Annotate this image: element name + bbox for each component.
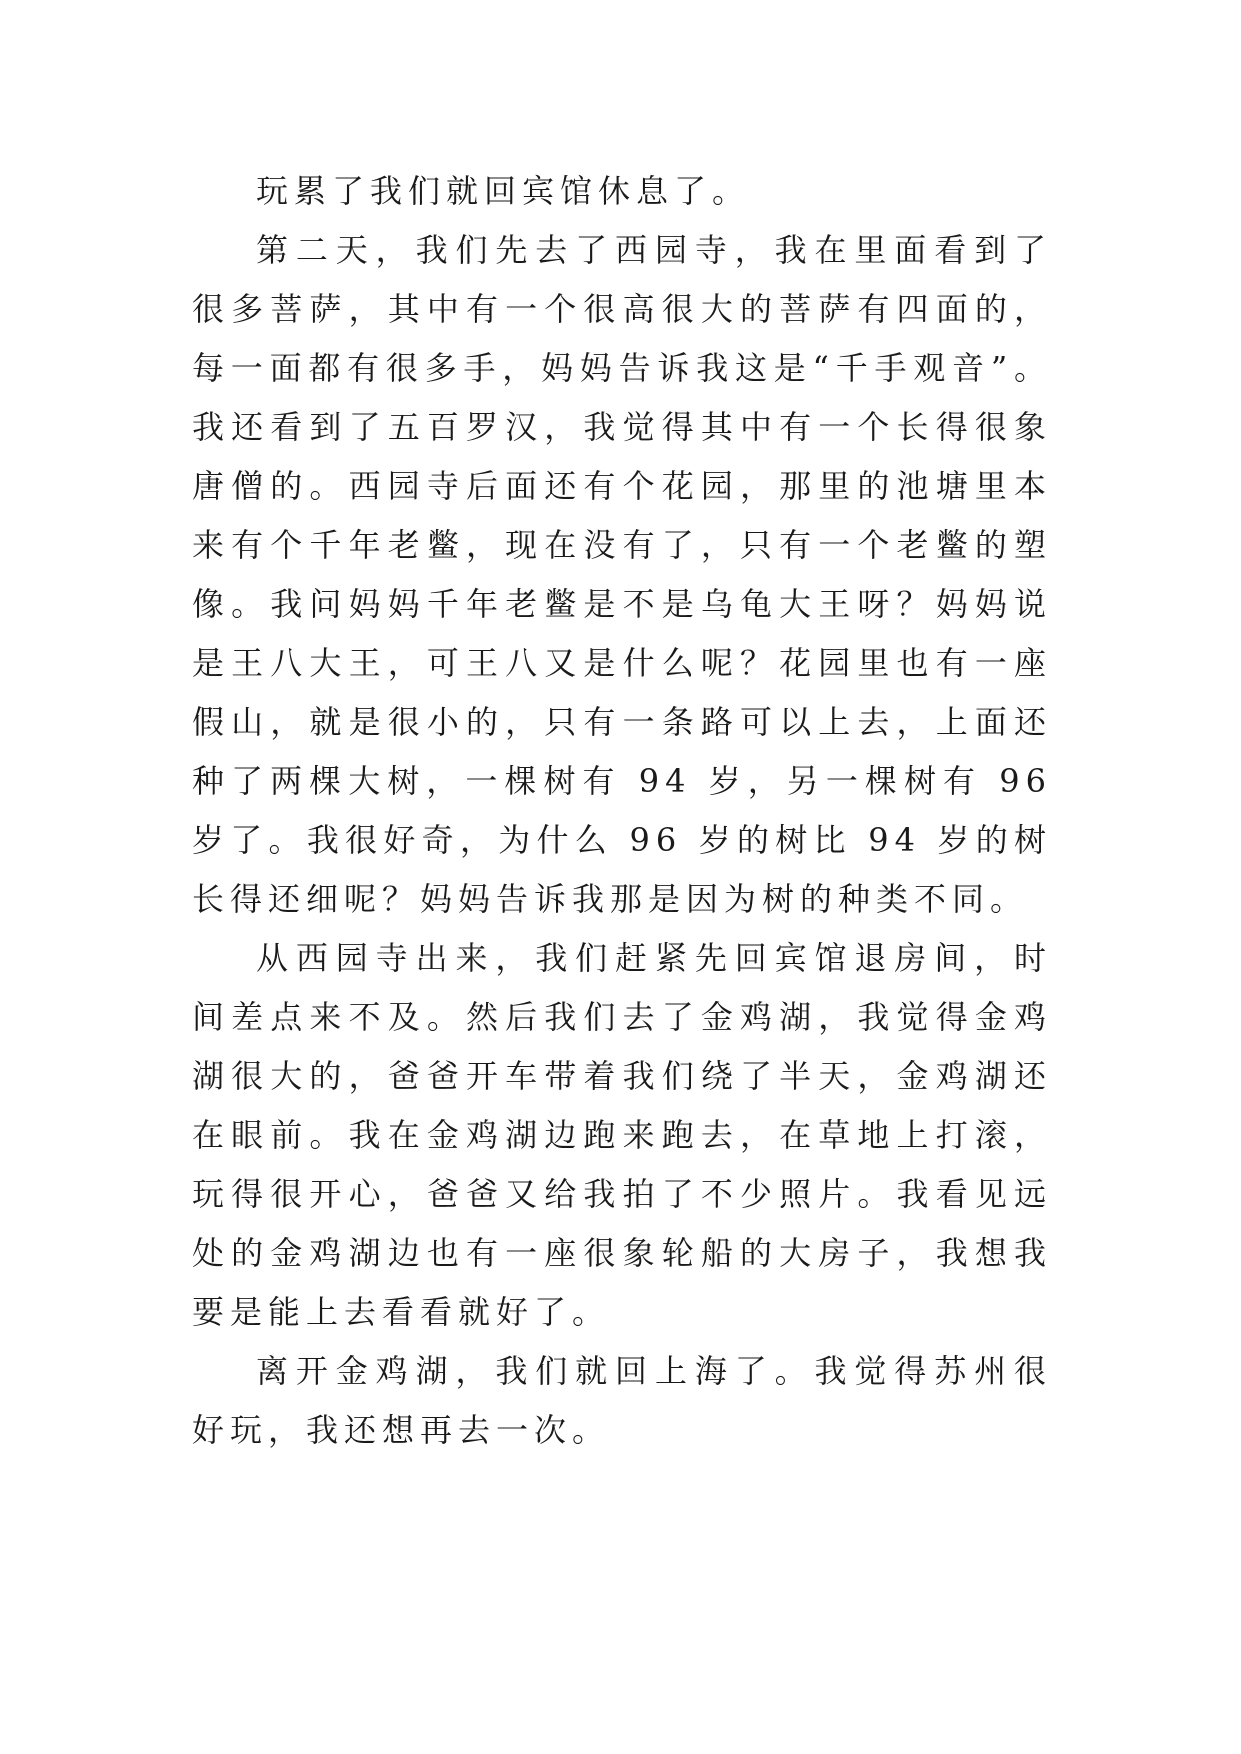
paragraph-3: 从西园寺出来，我们赶紧先回宾馆退房间，时间差点来不及。然后我们去了金鸡湖，我觉得金鸡湖很大的，爸爸开车带着我们绕了半天，金鸡湖还在眼前。我在金鸡湖边跑来跑去，在草地上打滚，玩得很开心，爸爸又给我拍了不少照片。我看见远处的金鸡湖边也有一座很象轮船的大房子，我想我要是能上去看看就好了。 [192, 939, 1052, 1331]
paragraph-2: 第二天，我们先去了西园寺，我在里面看到了很多菩萨，其中有一个很高很大的菩萨有四面的，每一面都有很多手，妈妈告诉我这是“千手观音”。我还看到了五百罗汉，我觉得其中有一个长得很象唐僧的。西园寺后面还有个花园，那里的池塘里本来有个千年老鳖，现在没有了，只有一个老鳖的塑像。我问妈妈千年老鳖是不是乌龟大王呀？妈妈说是王八大王，可王八又是什么呢？花园里也有一座假山，就是很小的，只有一条路可以上去，上面还种了两棵大树，一棵树有 94 岁，另一棵树有 96 岁了。我很好奇，为什么 96 岁的树比 94 岁的树长得还细呢？妈妈告诉我那是因为树的种类不同。 [192, 231, 1052, 918]
document-body [192, 162, 1052, 1460]
paragraph-1: 玩累了我们就回宾馆休息了。 [256, 172, 751, 210]
paragraph-4: 离开金鸡湖，我们就回上海了。我觉得苏州很好玩，我还想再去一次。 [192, 1352, 1052, 1449]
